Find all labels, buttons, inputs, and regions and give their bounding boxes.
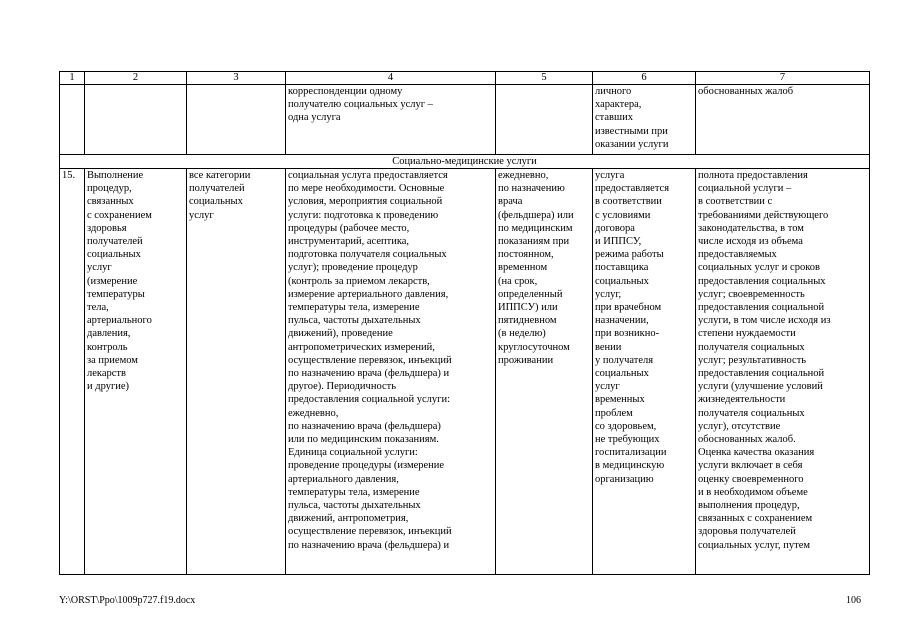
text-line: (в неделю) — [498, 328, 546, 340]
text-line: режима работы — [595, 249, 664, 261]
text-line: выполнения процедур, — [698, 500, 800, 512]
text-line: получателей — [189, 183, 245, 195]
recipient-category — [187, 169, 286, 575]
text-line: все категории — [189, 170, 251, 181]
text-line: договора — [595, 222, 635, 234]
text-line: обоснованных жалоб. — [698, 434, 796, 446]
text-line: числе исходя из объема — [698, 236, 803, 248]
text-line: процедур, — [87, 183, 132, 195]
text-line: оценку своевременного — [698, 473, 804, 485]
text-line: показаниям при — [498, 236, 570, 248]
text-line: услуг; результативность — [698, 354, 807, 366]
text-line: Оценка качества оказания — [698, 447, 815, 459]
text-line: при возникно- — [595, 328, 660, 340]
text-line: вении — [595, 341, 622, 353]
text-line: получателю социальных услуг – — [288, 99, 433, 111]
text-line: связанных — [87, 196, 134, 208]
text-line: осуществление перевязок, инъекций — [288, 526, 452, 538]
text-line: пятидневном — [498, 315, 557, 327]
text-line: предоставляется — [595, 183, 670, 195]
service-name — [85, 169, 187, 575]
text-line: по назначению врача (фельдшера) и — [288, 368, 450, 380]
text-line: температуры тела, измерение — [288, 486, 420, 498]
text-line: ежедневно, — [288, 407, 339, 419]
text-line: предоставления социальной — [698, 302, 825, 314]
text-line: (фельдшера) или — [498, 209, 574, 221]
text-line: и другие) — [87, 381, 130, 393]
text-line: проведение процедуры (измерение — [288, 460, 445, 472]
text-line: временном — [498, 262, 548, 274]
text-line: социальных — [189, 196, 243, 208]
text-line: осуществление перевязок, инъекций — [288, 354, 452, 366]
text-line: услуги (улучшение условий — [698, 381, 823, 393]
text-line: по назначению врача (фельдшера) — [288, 420, 441, 432]
text-line: обоснованных жалоб — [698, 86, 794, 97]
text-line: социальных — [595, 275, 649, 287]
text-line: социальных — [87, 249, 141, 261]
text-line: ежедневно, — [498, 170, 549, 181]
table-header-row — [60, 72, 870, 85]
text-line: услуг), отсутствие — [698, 420, 781, 432]
text-line: оказании услуги — [595, 138, 669, 150]
text-line: артериального давления, — [288, 473, 399, 485]
text-line: определенный — [498, 288, 563, 300]
section-title: Социально-медицинские услуги — [60, 155, 870, 169]
text-line: одна услуга — [288, 112, 341, 124]
text-line: давления, — [87, 328, 131, 340]
text-line: услуги: подготовка к проведению — [288, 209, 439, 221]
text-line: измерение артериального давления, — [288, 288, 449, 300]
text-line: лекарств — [87, 368, 126, 380]
header-cell: 1 — [60, 72, 85, 85]
text-line: социальных услуг и сроков — [698, 262, 820, 274]
text-line: (измерение — [87, 275, 138, 287]
cell-number — [60, 85, 85, 155]
header-cell: 2 — [85, 72, 187, 85]
text-line: или по медицинским показаниям. — [288, 434, 439, 446]
header-cell: 6 — [593, 72, 696, 85]
text-line: жизнедеятельности — [698, 394, 786, 406]
text-line: за приемом — [87, 354, 138, 366]
text-line: в соответствии — [595, 196, 662, 208]
cell-quality — [696, 85, 870, 155]
text-line: услуг; своевременность — [698, 288, 805, 300]
text-line: антропометрических измерений, — [288, 341, 435, 353]
text-line: социальных услуг, путем — [698, 539, 811, 551]
text-line: контроль — [87, 341, 128, 353]
text-line: здоровья — [87, 222, 127, 234]
text-line: при врачебном — [595, 302, 662, 314]
service-quality — [696, 169, 870, 575]
text-line: услуг — [87, 262, 112, 274]
text-line: врача — [498, 196, 523, 208]
text-line: круглосуточном — [498, 341, 570, 353]
text-line: социальной услуги – — [698, 183, 792, 195]
text-line: и ИППСУ, — [595, 236, 642, 248]
text-line: Единица социальной услуги: — [288, 447, 418, 459]
cell-category — [187, 85, 286, 155]
text-line: личного — [595, 86, 632, 97]
text-line: степени нуждаемости — [698, 328, 796, 340]
text-line: проживании — [498, 354, 554, 366]
text-line: Выполнение — [87, 170, 144, 181]
table-row — [60, 169, 870, 575]
cell-conditions — [593, 85, 696, 155]
text-line: услуги включает в себя — [698, 460, 803, 472]
text-line: (на срок, — [498, 275, 538, 287]
service-description — [286, 169, 496, 575]
text-line: услуг, — [595, 288, 622, 300]
text-line: услуга — [595, 170, 625, 181]
text-line: получателя социальных — [698, 407, 805, 419]
text-line: ИППСУ) или — [498, 302, 558, 314]
cell-name — [85, 85, 187, 155]
text-line: связанных с сохранением — [698, 513, 813, 525]
text-line: по назначению врача (фельдшера) и — [288, 539, 450, 551]
footer-page-number: 106 — [846, 595, 861, 606]
cell-periodicity — [496, 85, 593, 155]
text-line: по мере необходимости. Основные — [288, 183, 445, 195]
text-line: постоянном, — [498, 249, 554, 261]
section-header-row — [60, 155, 870, 169]
text-line: предоставляемых — [698, 249, 777, 261]
header-cell: 5 — [496, 72, 593, 85]
text-line: госпитализации — [595, 447, 667, 459]
text-line: услуг — [189, 209, 214, 221]
text-line: движений), проведение — [288, 328, 393, 340]
text-line: предоставления социальной услуги: — [288, 394, 450, 406]
text-line: получателей — [87, 236, 143, 248]
services-table — [59, 71, 870, 575]
footer-file-path: Y:\ORST\Ppo\1009p727.f19.docx — [59, 595, 196, 606]
text-line: движений, антропометрия, — [288, 513, 409, 525]
text-line: здоровья получателей — [698, 526, 796, 538]
text-line: с условиями — [595, 209, 651, 221]
text-line: полнота предоставления — [698, 170, 808, 181]
text-line: в медицинскую — [595, 460, 665, 472]
text-line: пульса, частоты дыхательных — [288, 315, 421, 327]
text-line: тела, — [87, 302, 109, 314]
text-line: законодательства, в том — [698, 222, 804, 234]
text-line: услуг — [595, 381, 620, 393]
row-number: 15. — [60, 169, 85, 575]
text-line: проблем — [595, 407, 633, 419]
text-line: со здоровьем, — [595, 420, 657, 432]
text-line: характера, — [595, 99, 642, 111]
text-line: не требующих — [595, 434, 660, 446]
text-line: услуги, в том числе исходя из — [698, 315, 831, 327]
cell-description — [286, 85, 496, 155]
text-line: по назначению — [498, 183, 565, 195]
text-line: в соответствии с — [698, 196, 773, 208]
text-line: по медицинским — [498, 222, 573, 234]
text-line: требованиями действующего — [698, 209, 829, 221]
text-line: у получателя — [595, 354, 654, 366]
text-line: условия, мероприятия социальной — [288, 196, 443, 208]
text-line: (контроль за приемом лекарств, — [288, 275, 430, 287]
text-line: временных — [595, 394, 645, 406]
header-cell: 3 — [187, 72, 286, 85]
text-line: поставщика — [595, 262, 649, 274]
text-line: процедуры (рабочее место, — [288, 222, 410, 234]
header-cell: 4 — [286, 72, 496, 85]
text-line: подготовка получателя социальных — [288, 249, 447, 261]
text-line: и в необходимом объеме — [698, 486, 808, 498]
text-line: услуг); проведение процедур — [288, 262, 418, 274]
text-line: известными при — [595, 125, 668, 137]
header-cell: 7 — [696, 72, 870, 85]
text-line: корреспонденции одному — [288, 86, 403, 97]
text-line: температуры тела, измерение — [288, 302, 420, 314]
text-line: артериального — [87, 315, 152, 327]
text-line: другое). Периодичность — [288, 381, 397, 393]
text-line: получателя социальных — [698, 341, 805, 353]
text-line: с сохранением — [87, 209, 152, 221]
continuation-row — [60, 85, 870, 155]
text-line: ставших — [595, 112, 633, 124]
text-line: организацию — [595, 473, 654, 485]
text-line: предоставления социальной — [698, 368, 825, 380]
text-line: температуры — [87, 288, 145, 300]
text-line: социальная услуга предоставляется — [288, 170, 448, 181]
text-line: инструментарий, асептика, — [288, 236, 410, 248]
text-line: назначении, — [595, 315, 649, 327]
text-line: социальных — [595, 368, 649, 380]
text-line: пульса, частоты дыхательных — [288, 500, 421, 512]
service-conditions — [593, 169, 696, 575]
service-periodicity — [496, 169, 593, 575]
text-line: предоставления социальных — [698, 275, 826, 287]
